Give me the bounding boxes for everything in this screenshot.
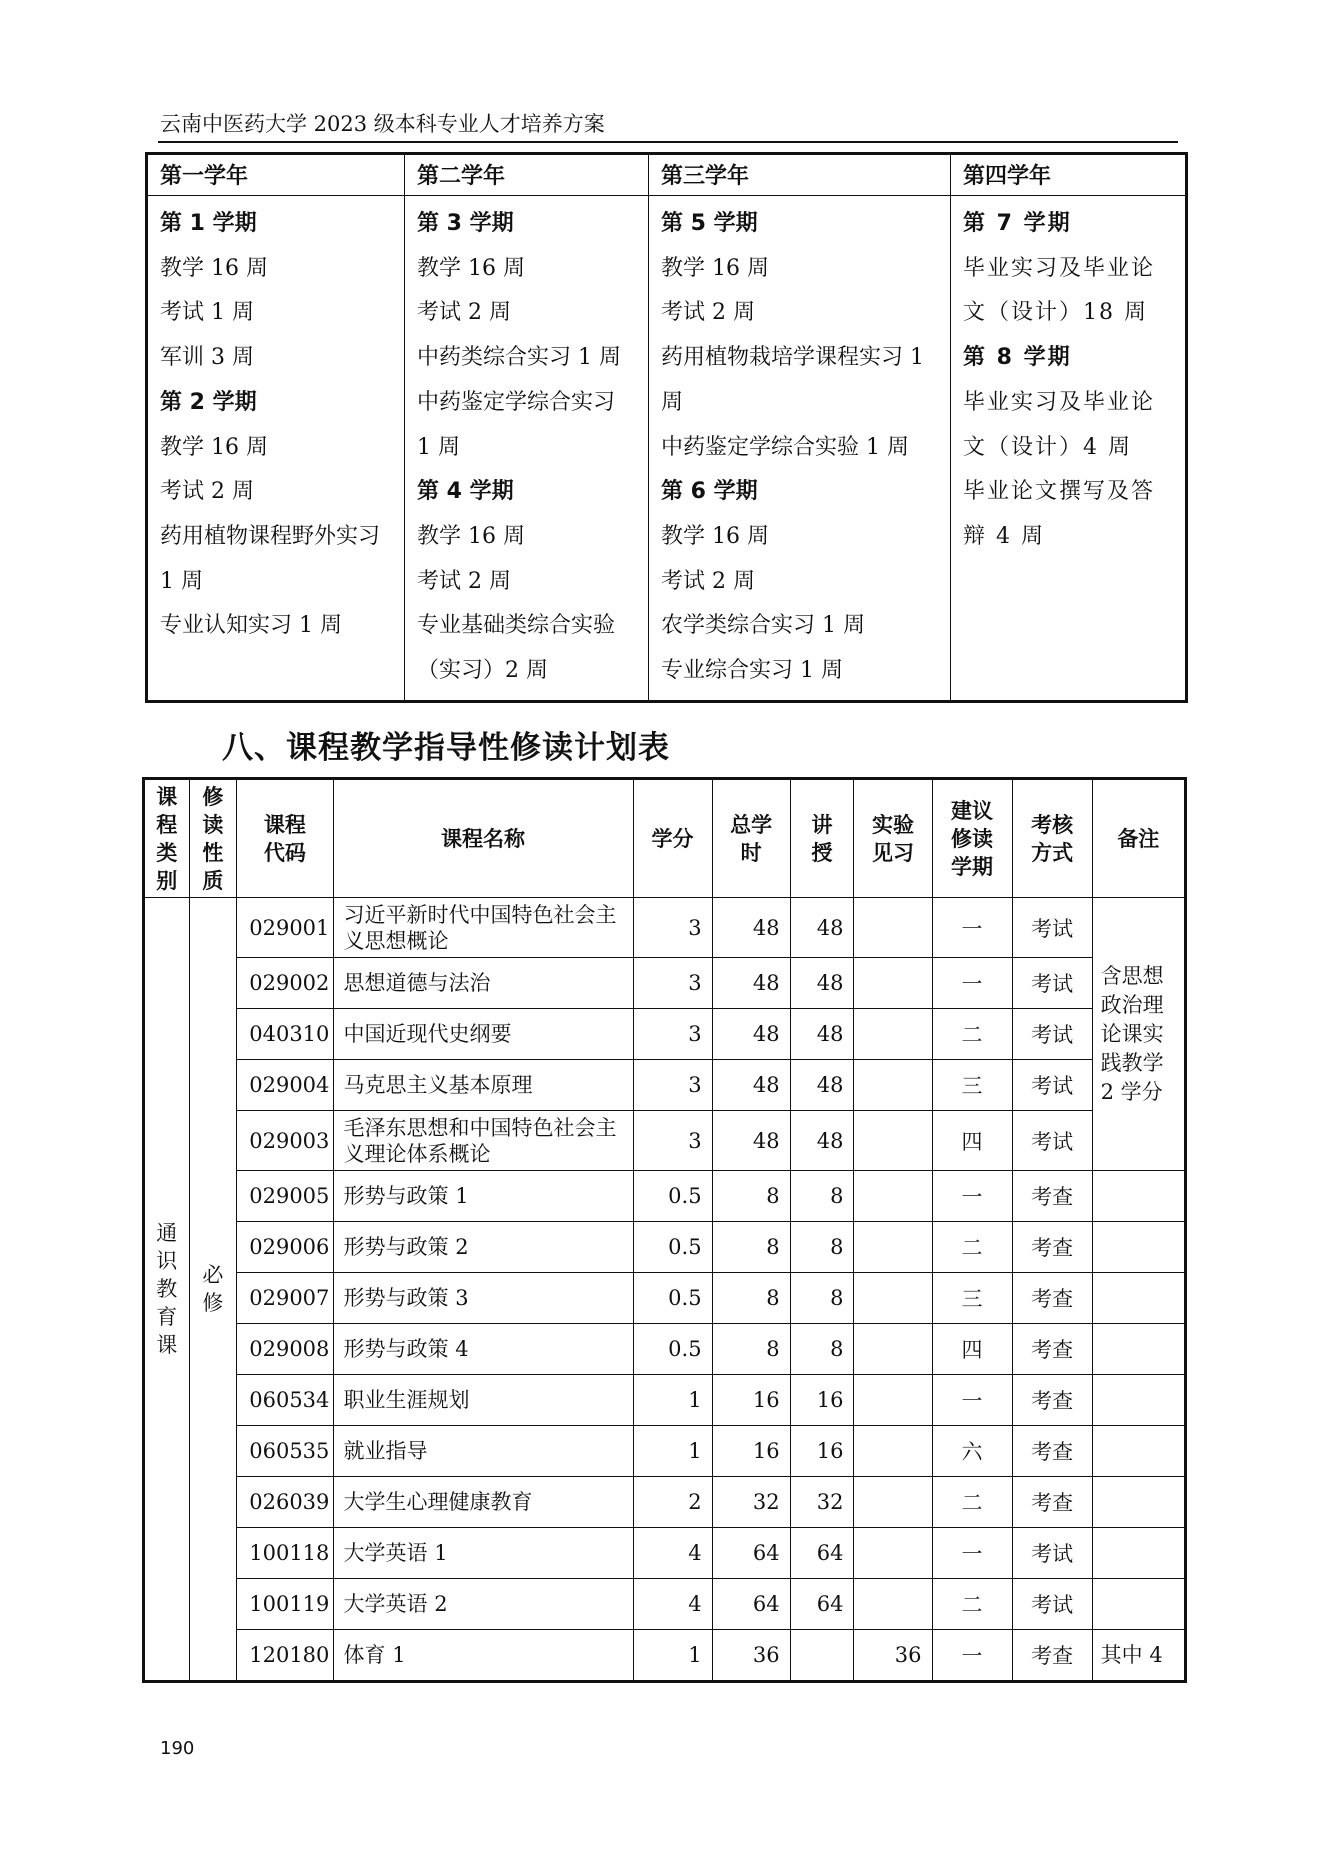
course-lab-hours — [854, 1375, 932, 1426]
course-remark: 其中 4 — [1092, 1630, 1185, 1682]
table-row — [144, 1222, 1186, 1273]
wrap-text: 讲 授 — [811, 812, 833, 865]
course-term: 一 — [932, 1375, 1012, 1426]
course-remark — [1092, 1222, 1185, 1273]
schedule-body-row — [147, 196, 1187, 702]
semester-label: 第 7 学期 — [963, 211, 1072, 236]
schedule-item: 专业综合实习 1 周 — [661, 658, 843, 684]
schedule-table — [145, 152, 1188, 703]
semester-label: 第 5 学期 — [661, 211, 758, 236]
schedule-item: 1 周 — [160, 568, 203, 594]
header-term — [932, 779, 1012, 898]
course-term: 三 — [932, 1060, 1012, 1111]
course-lab-hours — [854, 1528, 932, 1579]
course-nature: 必 修 — [202, 1263, 224, 1315]
course-lecture-hours: 16 — [790, 1375, 854, 1426]
course-term: 二 — [932, 1477, 1012, 1528]
course-lecture-hours: 48 — [790, 1009, 854, 1060]
course-lecture-hours: 48 — [790, 1060, 854, 1111]
course-assessment: 考查 — [1012, 1324, 1092, 1375]
course-name: 马克思主义基本原理 — [333, 1060, 633, 1111]
course-lab-hours — [854, 1426, 932, 1477]
course-credits: 0.5 — [633, 1324, 712, 1375]
course-remark — [1092, 1528, 1185, 1579]
schedule-item: 周 — [661, 389, 684, 415]
course-credits: 3 — [633, 898, 712, 958]
table-row — [144, 1273, 1186, 1324]
wrap-text: 考核 方式 — [1031, 812, 1074, 865]
schedule-item: 文（设计）18 周 — [963, 300, 1148, 326]
table-row — [144, 1477, 1186, 1528]
schedule-column — [951, 196, 1187, 702]
year-header: 第一学年 — [147, 154, 405, 196]
schedule-item: 教学 16 周 — [661, 523, 769, 549]
course-credits: 0.5 — [633, 1222, 712, 1273]
course-assessment: 考试 — [1012, 1111, 1092, 1171]
course-term: 二 — [932, 1222, 1012, 1273]
course-assessment: 考查 — [1012, 1171, 1092, 1222]
course-credits: 1 — [633, 1375, 712, 1426]
vert-text: 修 读 性 质 — [202, 784, 224, 893]
course-name: 就业指导 — [333, 1426, 633, 1477]
vert-text: 课 程 类 别 — [156, 784, 178, 893]
course-code: 029002 — [237, 958, 333, 1009]
schedule-item: 中药鉴定学综合实习 — [417, 389, 616, 415]
course-code: 100118 — [237, 1528, 333, 1579]
schedule-item: 教学 16 周 — [417, 523, 525, 549]
header-assessment — [1012, 779, 1092, 898]
course-credits: 0.5 — [633, 1171, 712, 1222]
course-code: 029003 — [237, 1111, 333, 1171]
schedule-item: 毕业实习及毕业论 — [963, 389, 1156, 415]
table-row — [144, 898, 1186, 958]
header-rule — [158, 141, 1178, 143]
course-total-hours: 16 — [712, 1375, 790, 1426]
course-term: 二 — [932, 1009, 1012, 1060]
schedule-item: 考试 2 周 — [661, 300, 755, 326]
schedule-item: 考试 2 周 — [160, 479, 254, 505]
course-term: 三 — [932, 1273, 1012, 1324]
schedule-column — [405, 196, 649, 702]
course-code: 029004 — [237, 1060, 333, 1111]
wrap-text: 建议 修读 学期 — [951, 798, 994, 879]
course-lecture-hours: 48 — [790, 1111, 854, 1171]
course-lecture-hours: 32 — [790, 1477, 854, 1528]
schedule-header-row — [147, 154, 1187, 196]
schedule-column — [147, 196, 405, 702]
header-credits: 学分 — [633, 779, 712, 898]
course-remark — [1092, 1273, 1185, 1324]
table-row — [144, 1630, 1186, 1682]
semester-label: 第 4 学期 — [417, 479, 514, 505]
course-total-hours: 64 — [712, 1528, 790, 1579]
course-table-body — [144, 898, 1186, 1682]
schedule-item: （实习）2 周 — [417, 658, 548, 684]
course-term: 一 — [932, 958, 1012, 1009]
course-assessment: 考试 — [1012, 958, 1092, 1009]
schedule-item: 教学 16 周 — [661, 255, 769, 281]
course-name: 大学生心理健康教育 — [333, 1477, 633, 1528]
schedule-item: 1 周 — [417, 434, 460, 460]
course-term: 一 — [932, 1528, 1012, 1579]
course-name: 毛泽东思想和中国特色社会主义理论体系概论 — [333, 1111, 633, 1171]
course-credits: 4 — [633, 1528, 712, 1579]
course-total-hours: 16 — [712, 1426, 790, 1477]
course-lab-hours — [854, 1060, 932, 1111]
course-credits: 1 — [633, 1426, 712, 1477]
course-name: 形势与政策 1 — [333, 1171, 633, 1222]
schedule-item: 毕业实习及毕业论 — [963, 255, 1156, 281]
course-remark — [1092, 1579, 1185, 1630]
course-lab-hours — [854, 1579, 932, 1630]
course-lab-hours: 36 — [854, 1630, 932, 1682]
header-total-hours — [712, 779, 790, 898]
course-lecture-hours: 8 — [790, 1324, 854, 1375]
course-term: 二 — [932, 1579, 1012, 1630]
course-name: 大学英语 1 — [333, 1528, 633, 1579]
schedule-column — [649, 196, 951, 702]
course-assessment: 考查 — [1012, 1222, 1092, 1273]
course-lecture-hours: 8 — [790, 1273, 854, 1324]
course-lecture-hours: 48 — [790, 898, 854, 958]
course-lab-hours — [854, 1324, 932, 1375]
course-total-hours: 8 — [712, 1273, 790, 1324]
course-remark — [1092, 1426, 1185, 1477]
course-term: 四 — [932, 1111, 1012, 1171]
course-lab-hours — [854, 1111, 932, 1171]
course-assessment: 考查 — [1012, 1630, 1092, 1682]
course-lecture-hours: 64 — [790, 1579, 854, 1630]
course-lab-hours — [854, 958, 932, 1009]
course-plan-table — [142, 777, 1187, 1683]
course-code: 029006 — [237, 1222, 333, 1273]
course-name: 形势与政策 2 — [333, 1222, 633, 1273]
course-remark — [1092, 1171, 1185, 1222]
course-lab-hours — [854, 1009, 932, 1060]
semester-label: 第 8 学期 — [963, 345, 1072, 371]
course-code: 040310 — [237, 1009, 333, 1060]
header-lab — [854, 779, 932, 898]
header-remarks: 备注 — [1092, 779, 1185, 898]
course-name: 体育 1 — [333, 1630, 633, 1682]
table-row — [144, 1426, 1186, 1477]
year-header: 第四学年 — [951, 154, 1187, 196]
course-term: 六 — [932, 1426, 1012, 1477]
header-code — [237, 779, 333, 898]
wrap-text: 课程 代码 — [263, 812, 306, 865]
table-row — [144, 1009, 1186, 1060]
section-title: 八、课程教学指导性修读计划表 — [222, 730, 670, 766]
course-credits: 2 — [633, 1477, 712, 1528]
course-lecture-hours: 48 — [790, 958, 854, 1009]
course-name: 形势与政策 4 — [333, 1324, 633, 1375]
table-row — [144, 1060, 1186, 1111]
course-assessment: 考查 — [1012, 1426, 1092, 1477]
document-header: 云南中医药大学 2023 级本科专业人才培养方案 — [160, 112, 605, 136]
semester-label: 第 3 学期 — [417, 211, 514, 236]
schedule-item: 军训 3 周 — [160, 345, 254, 371]
course-code: 060535 — [237, 1426, 333, 1477]
course-code: 029007 — [237, 1273, 333, 1324]
course-total-hours: 8 — [712, 1324, 790, 1375]
schedule-item: 辩 4 周 — [963, 523, 1045, 549]
course-credits: 0.5 — [633, 1273, 712, 1324]
course-credits: 3 — [633, 958, 712, 1009]
schedule-item: 教学 16 周 — [417, 255, 525, 281]
semester-label: 第 6 学期 — [661, 479, 758, 505]
course-total-hours: 48 — [712, 1111, 790, 1171]
table-row — [144, 1579, 1186, 1630]
table-row — [144, 958, 1186, 1009]
course-lecture-hours: 64 — [790, 1528, 854, 1579]
schedule-item: 考试 1 周 — [160, 300, 254, 326]
course-assessment: 考查 — [1012, 1273, 1092, 1324]
course-name: 中国近现代史纲要 — [333, 1009, 633, 1060]
schedule-item: 中药鉴定学综合实验 1 周 — [661, 434, 909, 460]
course-term: 一 — [932, 1630, 1012, 1682]
schedule-item: 考试 2 周 — [417, 568, 511, 594]
table-row — [144, 1528, 1186, 1579]
schedule-item: 考试 2 周 — [417, 300, 511, 326]
schedule-item: 文（设计）4 周 — [963, 434, 1132, 460]
course-code: 029001 — [237, 898, 333, 958]
wrap-text: 实验 见习 — [871, 812, 914, 865]
wrap-text: 总学 时 — [730, 812, 773, 865]
course-remark — [1092, 1477, 1185, 1528]
course-code: 029005 — [237, 1171, 333, 1222]
schedule-item: 教学 16 周 — [160, 255, 268, 281]
semester-label: 第 2 学期 — [160, 389, 257, 415]
course-credits: 4 — [633, 1579, 712, 1630]
course-assessment: 考试 — [1012, 1060, 1092, 1111]
course-total-hours: 8 — [712, 1171, 790, 1222]
course-category-cell — [144, 898, 190, 1682]
course-term: 四 — [932, 1324, 1012, 1375]
course-lab-hours — [854, 1477, 932, 1528]
course-lecture-hours — [790, 1630, 854, 1682]
header-category — [144, 779, 190, 898]
course-nature-cell — [189, 898, 237, 1682]
table-row — [144, 1171, 1186, 1222]
course-code: 029008 — [237, 1324, 333, 1375]
course-table-header — [144, 779, 1186, 898]
course-lab-hours — [854, 1171, 932, 1222]
course-total-hours: 48 — [712, 958, 790, 1009]
year-header: 第二学年 — [405, 154, 649, 196]
course-total-hours: 64 — [712, 1579, 790, 1630]
course-total-hours: 36 — [712, 1630, 790, 1682]
course-remark — [1092, 1324, 1185, 1375]
course-name: 职业生涯规划 — [333, 1375, 633, 1426]
table-row — [144, 1111, 1186, 1171]
course-code: 026039 — [237, 1477, 333, 1528]
schedule-item: 专业认知实习 1 周 — [160, 613, 342, 639]
schedule-item: 毕业论文撰写及答 — [963, 479, 1156, 505]
schedule-item: 教学 16 周 — [160, 434, 268, 460]
schedule-item: 考试 2 周 — [661, 568, 755, 594]
course-lecture-hours: 8 — [790, 1171, 854, 1222]
course-code: 120180 — [237, 1630, 333, 1682]
year-header: 第三学年 — [649, 154, 951, 196]
table-row — [144, 1324, 1186, 1375]
header-lecture — [790, 779, 854, 898]
course-assessment: 考查 — [1012, 1477, 1092, 1528]
course-total-hours: 48 — [712, 1060, 790, 1111]
course-total-hours: 48 — [712, 898, 790, 958]
header-name: 课程名称 — [333, 779, 633, 898]
course-assessment: 考查 — [1012, 1375, 1092, 1426]
semester-label: 第 1 学期 — [160, 211, 257, 236]
course-name: 习近平新时代中国特色社会主义思想概论 — [333, 898, 633, 958]
course-credits: 3 — [633, 1111, 712, 1171]
table-row — [144, 1375, 1186, 1426]
course-lab-hours — [854, 898, 932, 958]
schedule-item: 药用植物课程野外实习 — [160, 523, 381, 549]
header-nature — [189, 779, 237, 898]
course-term: 一 — [932, 1171, 1012, 1222]
course-term: 一 — [932, 898, 1012, 958]
course-total-hours: 32 — [712, 1477, 790, 1528]
course-name: 形势与政策 3 — [333, 1273, 633, 1324]
course-assessment: 考试 — [1012, 1528, 1092, 1579]
remark-group: 含思想政治理论课实践教学 2 学分 — [1092, 898, 1185, 1171]
course-credits: 3 — [633, 1009, 712, 1060]
course-remark — [1092, 1375, 1185, 1426]
course-assessment: 考试 — [1012, 898, 1092, 958]
course-total-hours: 48 — [712, 1009, 790, 1060]
course-credits: 3 — [633, 1060, 712, 1111]
course-code: 100119 — [237, 1579, 333, 1630]
schedule-item: 专业基础类综合实验 — [417, 613, 616, 639]
course-code: 060534 — [237, 1375, 333, 1426]
course-name: 思想道德与法治 — [333, 958, 633, 1009]
course-total-hours: 8 — [712, 1222, 790, 1273]
course-category: 通 识 教 育 课 — [156, 1221, 178, 1357]
course-lab-hours — [854, 1222, 932, 1273]
course-credits: 1 — [633, 1630, 712, 1682]
page-number: 190 — [160, 1738, 195, 1759]
course-lecture-hours: 8 — [790, 1222, 854, 1273]
schedule-item: 药用植物栽培学课程实习 1 — [661, 345, 924, 371]
course-lecture-hours: 16 — [790, 1426, 854, 1477]
course-lab-hours — [854, 1273, 932, 1324]
schedule-item: 农学类综合实习 1 周 — [661, 613, 865, 639]
course-name: 大学英语 2 — [333, 1579, 633, 1630]
course-assessment: 考试 — [1012, 1579, 1092, 1630]
schedule-item: 中药类综合实习 1 周 — [417, 345, 621, 371]
course-assessment: 考试 — [1012, 1009, 1092, 1060]
